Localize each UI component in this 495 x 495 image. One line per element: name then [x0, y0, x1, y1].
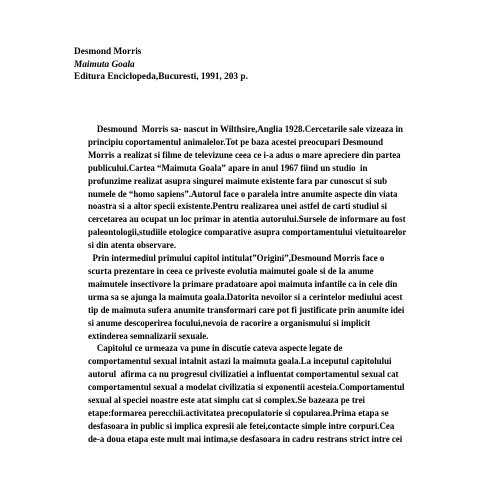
text-line: comportamentul sexual a modelat civilizatia si exponentii acesteia.Comportamentul — [88, 382, 405, 393]
text-line: profunzime realizat asupra singurei maimute existente fara par cunoscut si sub — [88, 175, 388, 186]
text-line: noastra si a altor specii existente.Pentru realizarea unei astfel de carti studiul si — [88, 201, 388, 212]
text-line: scurta prezentare in ceea ce priveste evolutia maimutei goale si de la anume — [88, 265, 374, 276]
text-line: si din atenta observare. — [88, 240, 177, 251]
text-line: maimutele insectivore la primare pradatoare apoi maimuta infantile ca in cele din — [88, 278, 398, 289]
text-line: autorul afirma ca nu progresul civilizatiei a influentat comportamentul sexual cat — [88, 369, 399, 380]
text-line: cercetarea au ocupat un loc primar in atentia autorului.Sursele de informare au fost — [88, 214, 406, 225]
text-line: etape:formarea perecchii.activitatea precopulatorie si copularea.Prima etapa se — [88, 407, 389, 418]
text-line: Capitolul ce urmeaza va pune in discutie cateva aspecte legate de — [88, 343, 343, 354]
publisher-info: Editura Enciclopeda,Bucuresti, 1991, 203 p. — [74, 72, 248, 83]
text-line: comportamentul sexual intalnit astazi la maimuta goala.La inceputul capitolului — [88, 356, 392, 367]
book-title: Maimuta Goala — [74, 59, 135, 70]
text-line: Morris a realizat si filme de televizune ceea ce i-a adus o mare apreciere din partea — [88, 149, 401, 160]
text-line: numele de “homo sapiens”.Autorul face o paralela intre anumite aspecte din viata — [88, 188, 398, 199]
text-line: Prin intermediul primului capitol intitulat”Origini”,Desmound Morris face o — [88, 253, 385, 264]
text-line: urma sa se ajunga la maimuta goala.Datorita nevoilor si a cerintelor mediului acest — [88, 291, 403, 302]
text-line: publicului.Cartea “Maimuta Goala” apare in anul 1967 fiind un studio in — [88, 162, 368, 173]
author-name: Desmond Morris — [74, 47, 142, 57]
text-line: sexual al speciei noastre este atat simplu cat si complex.Se bazeaza pe trei — [88, 395, 365, 406]
text-line: tip de maimuta sufera anumite transformari care pot fi justificate prin anumite idei — [88, 304, 405, 315]
text-line: si anume descoperirea focului,nevoia de racorire a organismului si implicit — [88, 317, 371, 328]
text-line: extinderea semnalizarii sexuale. — [88, 330, 209, 341]
text-line: paleontologii,studiile etologice comparative asupra comportamentului vietuitoarelor — [88, 227, 407, 238]
body-text — [88, 123, 428, 446]
text-line: de-a doua etapa este mult mai intima,se desfasoara in cadru restrans strict intre cei — [88, 433, 403, 444]
text-line: principiu coportamentul animalelor.Tot pe baza acestei preocupari Desmound — [88, 136, 384, 147]
bibliographic-header — [74, 46, 454, 84]
text-line: Desmound Morris sa- nascut in Wilthsire,Anglia 1928.Cercetarile sale vizeaza in — [88, 124, 403, 134]
text-line: desfasoara in public si implica expresii ale fetei,contacte simple intre corpuri.Cea — [88, 420, 395, 431]
